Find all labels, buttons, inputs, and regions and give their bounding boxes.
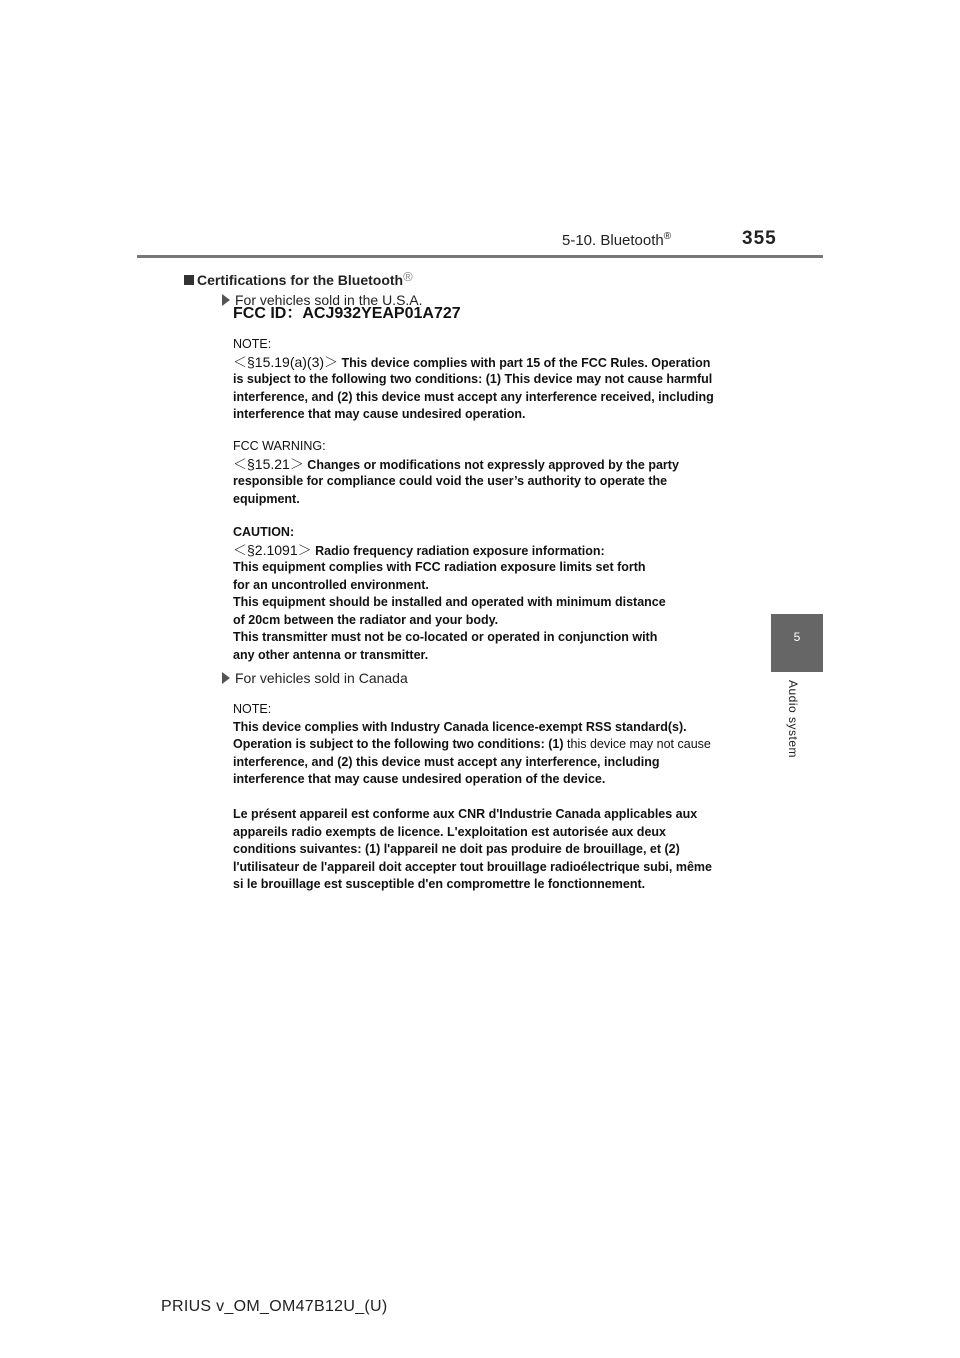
section-heading-text: Certifications for the Bluetooth [197,272,404,288]
caution-line: for an uncontrolled environment. [233,577,429,592]
registered-mark: ® [663,231,672,242]
canada-french-block [233,806,712,894]
note-line: ＜§15.19(a)(3)＞ This device complies with part 15 of the FCC Rules. Operation [233,353,711,370]
warning-line: responsible for compliance could void the user’s authority to operate the [233,474,668,488]
triangle-bullet-icon [222,294,230,306]
caution-line: This equipment should be installed and operated with minimum distance [233,595,666,609]
section-title: 5-10. Bluetooth [562,232,664,249]
french-line: Le présent appareil est conforme aux CNR d'Industrie Canada applicables aux [233,807,698,821]
document-code: PRIUS v_OM_OM47B12U_(U) [161,1298,388,1315]
canada-bullet [222,670,408,686]
warning-line: ＜§15.21＞ Changes or modifications not expressly approved by the party [233,455,679,472]
caution-block [233,524,666,664]
french-line: l'utilisateur de l'appareil doit accepter tout brouillage radioélectrique subi, même [233,859,712,874]
french-line: appareils radio exempts de licence. L'exploitation est autorisée aux deux [233,824,666,839]
section-heading [184,269,413,288]
running-header [562,231,671,249]
caution-line: This transmitter must not be co-located or operated in conjunction with [233,630,658,644]
french-line: si le brouillage est susceptible d'en compromettre le fonctionnement. [233,877,646,891]
note-line: interference, and (2) this device must accept any interference received, including [233,389,714,404]
triangle-bullet-icon [222,672,230,684]
caution-line: of 20cm between the radiator and your body. [233,612,499,627]
note-label: NOTE: [233,337,272,351]
caution-line: any other antenna or transmitter. [233,647,429,662]
warning-line: equipment. [233,491,300,506]
warning-label: FCC WARNING: [233,439,326,453]
canada-note-block [233,701,711,789]
caution-line: This equipment complies with FCC radiation exposure limits set forth [233,560,646,574]
note-line: is subject to the following two conditions: (1) This device may not cause harmful [233,372,713,386]
caution-line: ＜§2.1091＞ Radio frequency radiation exposure information: [233,541,605,558]
chapter-label: Audio system [786,680,800,759]
header-rule [137,255,823,258]
note-line: This device complies with Industry Canada licence-exempt RSS standard(s). [233,719,687,734]
chapter-number: 5 [793,630,801,644]
note-line: interference that may cause undesired operation. [233,407,526,421]
square-bullet-icon [184,275,194,285]
note-line: interference, and (2) this device must accept any interference, including [233,754,660,769]
note-label: NOTE: [233,702,272,716]
page-number: 355 [742,228,777,249]
fcc-warning-block [233,438,679,508]
usa-note-block [233,336,714,424]
fcc-id: FCC ID：ACJ932YEAP01A727 [233,305,461,322]
usa-bullet-text: For vehicles sold in the U.S.A. [235,292,423,308]
french-line: conditions suivantes: (1) l'appareil ne doit pas produire de brouillage, et (2) [233,842,680,856]
registered-mark: ® [403,269,413,284]
note-line: interference that may cause undesired operation of the device. [233,772,606,786]
caution-label: CAUTION: [233,525,295,539]
note-line: Operation is subject to the following two conditions: (1) this device may not cause [233,737,711,751]
canada-bullet-text: For vehicles sold in Canada [235,670,408,686]
